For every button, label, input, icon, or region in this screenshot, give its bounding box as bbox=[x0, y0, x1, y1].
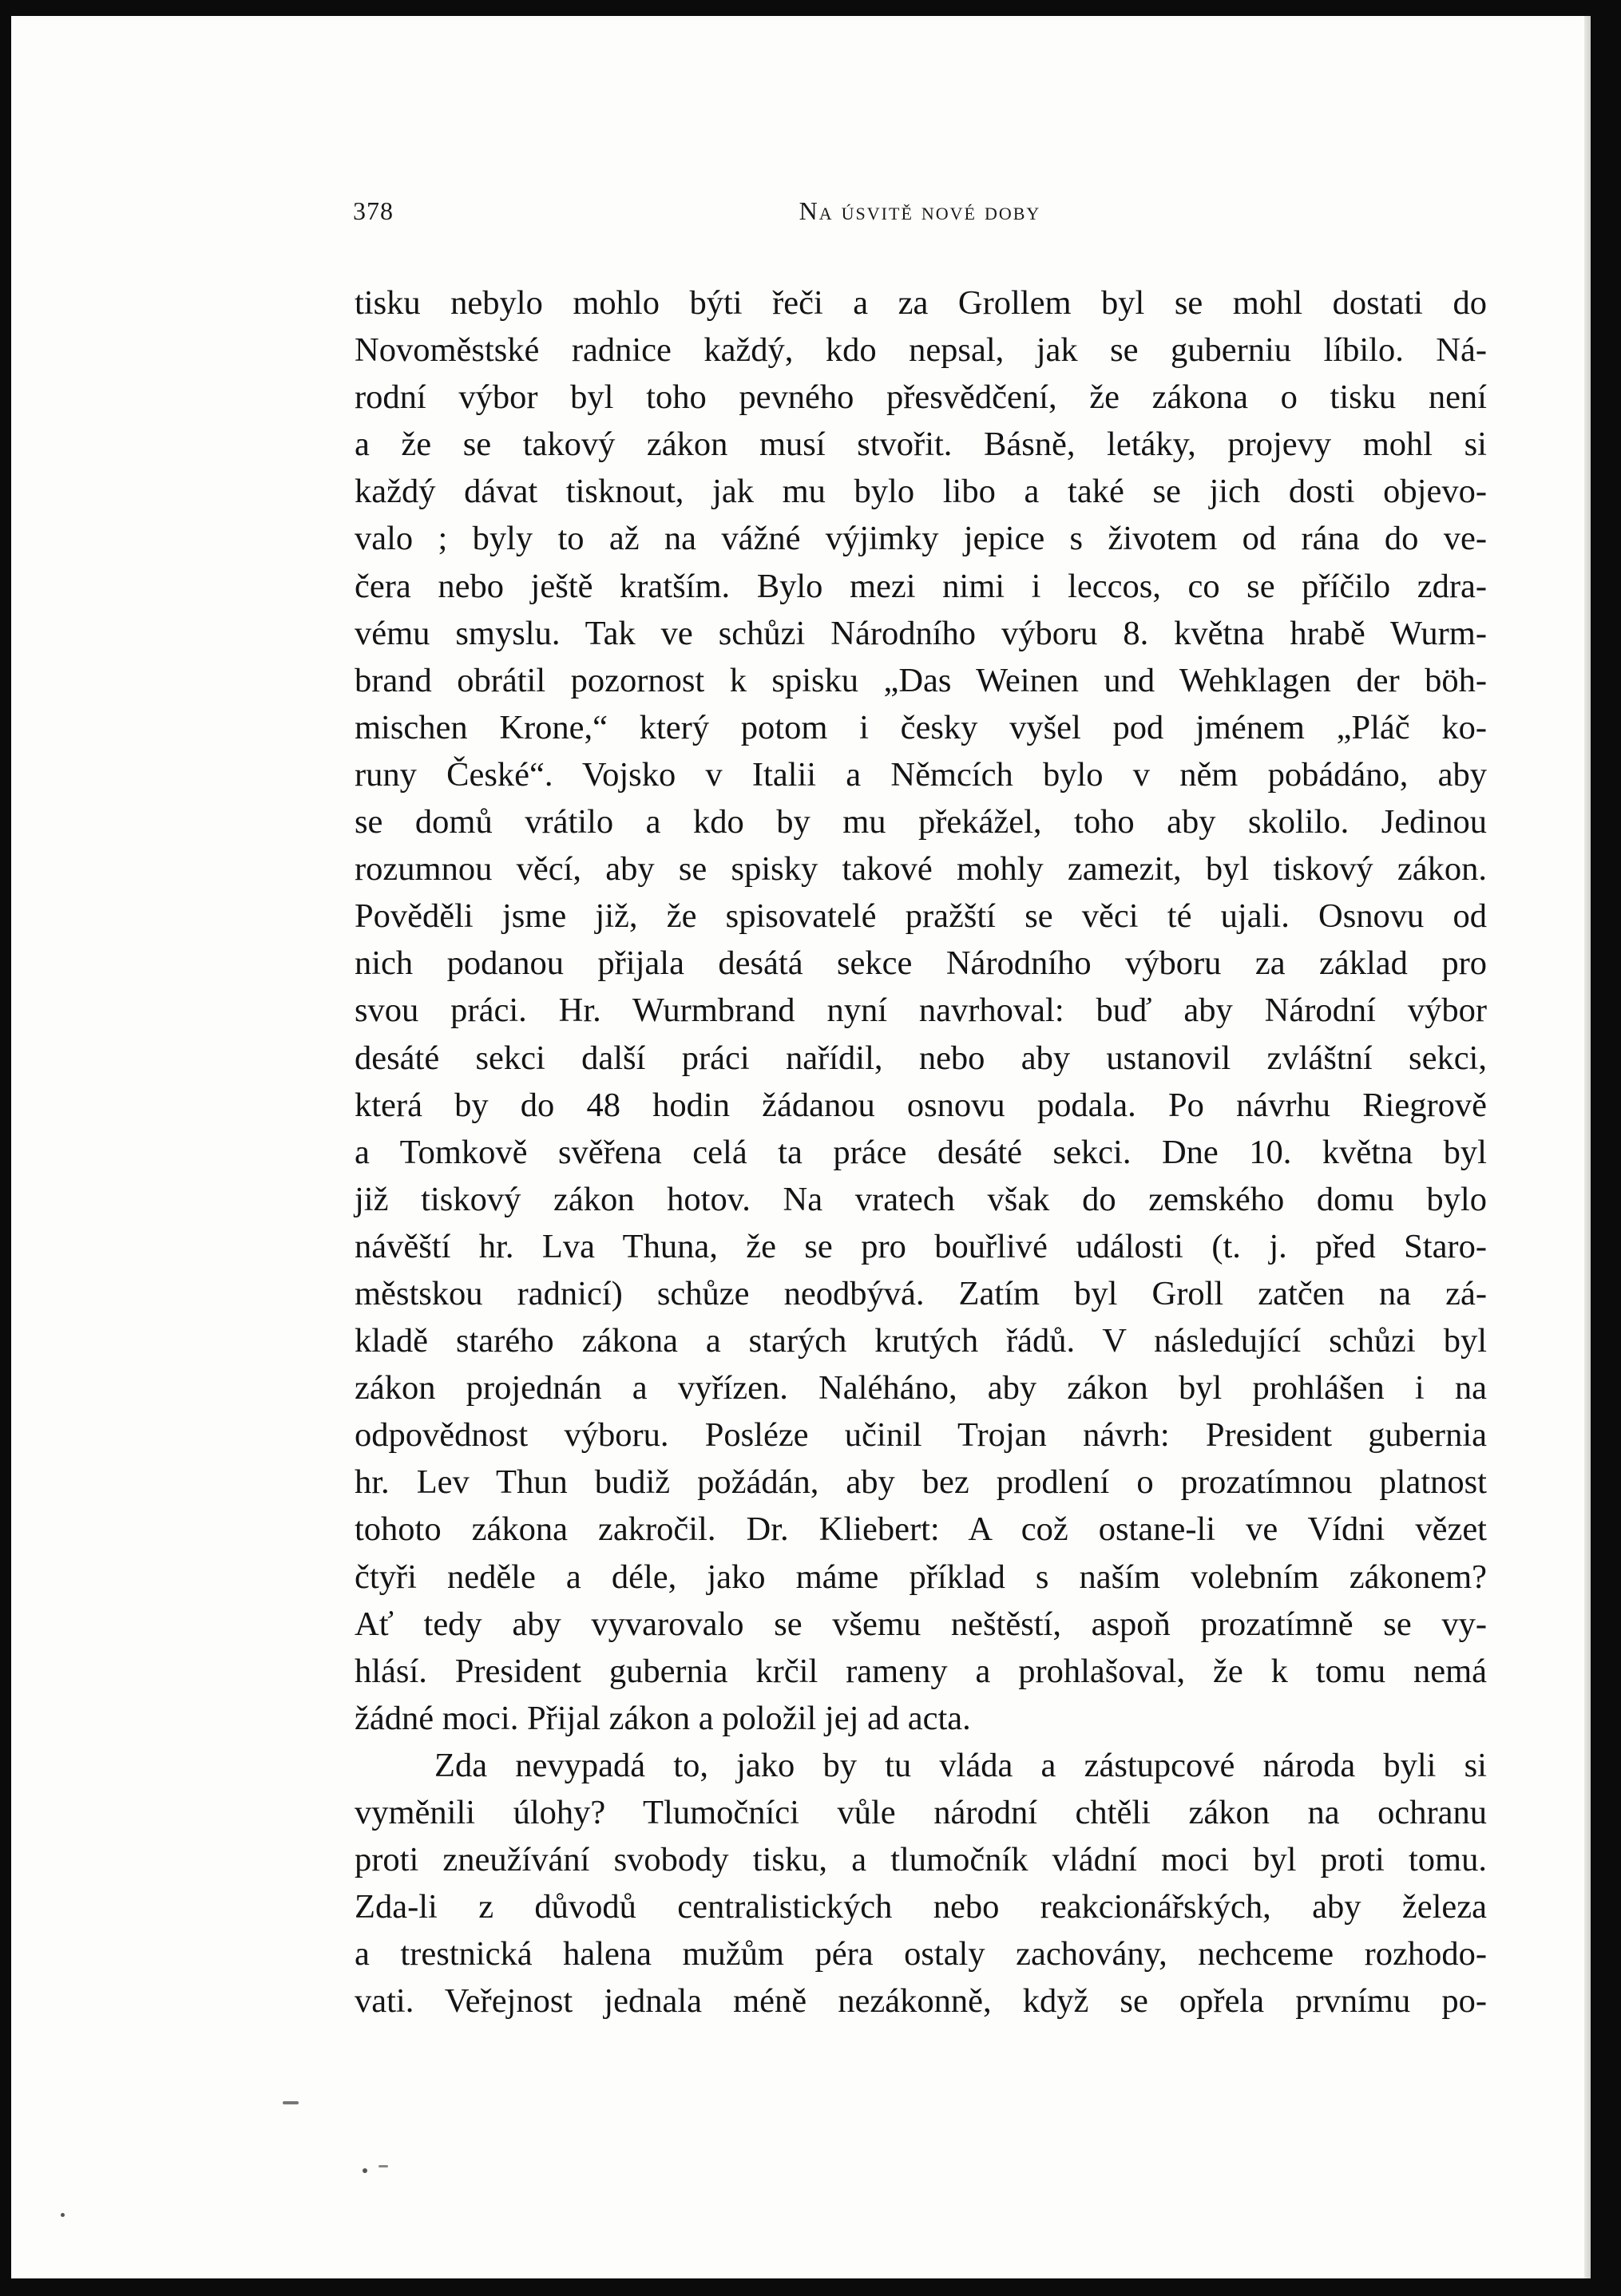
text-line: rozumnou věcí, aby se spisky takové mohly zamezit, byl tiskový zákon. bbox=[355, 850, 1487, 889]
text-line: která by do 48 hodin žádanou osnovu podala. Po návrhu Riegrově bbox=[355, 1086, 1487, 1124]
text-line: žádné moci. Přijal zákon a položil jej ad acta. bbox=[355, 1699, 971, 1737]
text-line: valo ; byly to až na vážné výjimky jepice s životem od rána do ve- bbox=[355, 520, 1487, 558]
text-line: vyměnili úlohy? Tlumočníci vůle národní chtěli zákon na ochranu bbox=[355, 1794, 1487, 1831]
text-line: a trestnická halena mužům péra ostaly zachovány, nechceme rozhodo- bbox=[355, 1935, 1487, 1973]
text-line: již tiskový zákon hotov. Na vratech však do zemského domu bylo bbox=[355, 1180, 1487, 1218]
dust-speck-mark bbox=[378, 2165, 388, 2167]
text-line: městskou radnicí) schůze neodbývá. Zatím byl Groll zatčen na zá- bbox=[355, 1274, 1487, 1312]
text-line: vému smyslu. Tak ve schůzi Národního výboru 8. května hrabě Wurm- bbox=[355, 614, 1487, 652]
text-line: Pověděli jsme již, že spisovatelé pražští se věci té ujali. Osnovu od bbox=[355, 897, 1487, 936]
text-line: hlásí. President gubernia krčil rameny a prohlašoval, že k tomu nemá bbox=[355, 1652, 1487, 1690]
text-line: čera nebo ještě kratším. Bylo mezi nimi i leccos, co se příčilo zdra- bbox=[355, 567, 1487, 605]
text-line: čtyři neděle a déle, jako máme příklad s naším volebním zákonem? bbox=[355, 1558, 1487, 1596]
text-line: proti zneužívání svobody tisku, a tlumočník vládní moci byl proti tomu. bbox=[355, 1841, 1487, 1879]
running-title: na úsvitě nové doby bbox=[799, 196, 1041, 225]
text-line: Ať tedy aby vyvarovalo se všemu neštěstí, aspoň prozatímně se vy- bbox=[355, 1605, 1487, 1643]
text-line: tohoto zákona zakročil. Dr. Kliebert: A což ostane-li ve Vídni vězet bbox=[355, 1510, 1487, 1549]
text-line: návěští hr. Lva Thuna, že se pro bouřlivé události (t. j. před Staro- bbox=[355, 1227, 1487, 1265]
running-header bbox=[345, 192, 1495, 239]
text-line: rodní výbor byl toho pevného přesvědčení, že zákona o tisku není bbox=[355, 378, 1487, 417]
text-line: nich podanou přijala desátá sekce Národního výboru za základ pro bbox=[355, 944, 1487, 983]
text-line: vati. Veřejnost jednala méně nezákonně, když se opřela prvnímu po- bbox=[355, 1982, 1487, 2021]
text-line: Novoměstské radnice každý, kdo nepsal, jak se guberniu líbilo. Ná- bbox=[355, 331, 1487, 370]
text-line: a že se takový zákon musí stvořit. Básně, letáky, projevy mohl si bbox=[355, 426, 1487, 464]
text-line: kladě starého zákona a starých krutých řádů. V následující schůzi byl bbox=[355, 1322, 1487, 1360]
text-line: svou práci. Hr. Wurmbrand nyní navrhoval: buď aby Národní výbor bbox=[355, 992, 1487, 1030]
text-line: zákon projednán a vyřízen. Naléháno, aby zákon byl prohlášen i na bbox=[355, 1369, 1487, 1407]
text-line: a Tomkově svěřena celá ta práce desáté sekci. Dne 10. května byl bbox=[355, 1133, 1487, 1171]
page-number: 378 bbox=[353, 196, 394, 225]
dust-speck-mark bbox=[363, 2168, 367, 2173]
book-page bbox=[11, 16, 1591, 2278]
text-line: desáté sekci další práci nařídil, nebo aby ustanovil zvláštní sekci, bbox=[355, 1039, 1487, 1077]
text-line: každý dávat tisknout, jak mu bylo libo a také se jich dosti objevo- bbox=[355, 473, 1487, 511]
text-line: brand obrátil pozornost k spisku „Das Weinen und Wehklagen der böh- bbox=[355, 661, 1487, 699]
text-line: se domů vrátilo a kdo by mu překážel, toho aby skolilo. Jedinou bbox=[355, 803, 1487, 841]
dust-speck-mark bbox=[61, 2213, 65, 2217]
body-text bbox=[355, 279, 1487, 2025]
text-line: odpovědnost výboru. Posléze učinil Trojan návrh: President gubernia bbox=[355, 1416, 1487, 1455]
dust-speck-mark bbox=[283, 2101, 299, 2104]
paragraph bbox=[355, 1742, 1487, 2025]
text-line: hr. Lev Thun budiž požádán, aby bez prodlení o prozatímnou platnost bbox=[355, 1463, 1487, 1502]
text-line: mischen Krone,“ který potom i česky vyšel pod jménem „Pláč ko- bbox=[355, 708, 1487, 746]
text-line: runy České“. Vojsko v Italii a Němcích bylo v něm pobádáno, aby bbox=[355, 755, 1487, 794]
paragraph bbox=[355, 279, 1487, 1742]
text-line: tisku nebylo mohlo býti řeči a za Grollem byl se mohl dostati do bbox=[355, 284, 1487, 322]
page-edge-shadow bbox=[1584, 16, 1591, 2278]
text-line: Zda nevypadá to, jako by tu vláda a zástupcové národa byli si bbox=[434, 1746, 1487, 1784]
text-line: Zda-li z důvodů centralistických nebo reakcionářských, aby železa bbox=[355, 1888, 1487, 1926]
